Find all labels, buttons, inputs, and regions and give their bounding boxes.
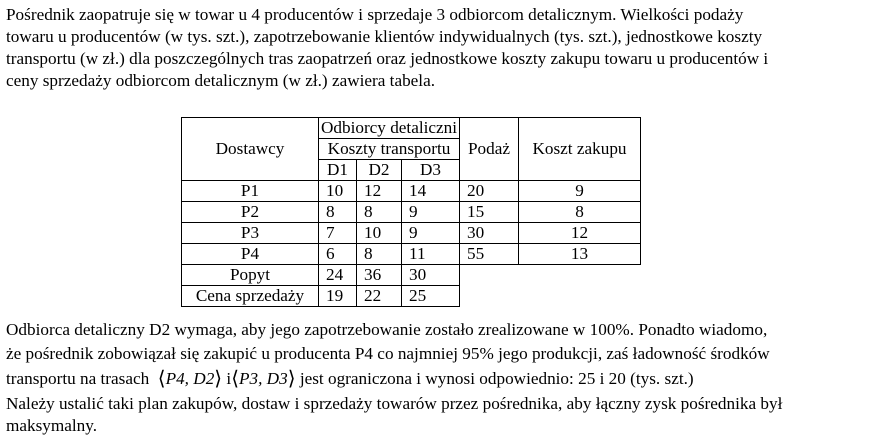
cost-cell: 9 (402, 223, 460, 244)
cost-cell: 10 (357, 223, 402, 244)
supply-cell: 55 (460, 244, 519, 265)
purchase-cell: 12 (519, 223, 641, 244)
intro-paragraph (6, 4, 866, 92)
header-d2: D2 (357, 160, 402, 181)
popyt-row (182, 265, 641, 286)
objective-line: maksymalny. (6, 416, 98, 435)
purchase-cell: 9 (519, 181, 641, 202)
supply-cell: 15 (460, 202, 519, 223)
table-row (182, 244, 641, 265)
data-table (181, 117, 641, 307)
cost-cell: 8 (357, 244, 402, 265)
left-angle-icon: ⟨ (231, 368, 239, 390)
cost-cell: 10 (319, 181, 357, 202)
cost-cell: 9 (402, 202, 460, 223)
cena-label: Cena sprzedaży (182, 286, 319, 307)
cost-cell: 11 (402, 244, 460, 265)
intro-line: towaru u producentów (w tys. szt.), zapotrzebowanie klientów indywidualnych (tys. szt.), jednostkowe koszty (6, 27, 763, 46)
route-p4-d2: P4, D2 (165, 369, 215, 388)
demand-cell: 24 (319, 265, 357, 286)
table-row (182, 223, 641, 244)
price-cell: 22 (357, 286, 402, 307)
route-p3-d3: P3, D3 (239, 369, 288, 388)
header-koszty: Koszty transportu (319, 139, 460, 160)
right-angle-icon: ⟩ (287, 368, 296, 390)
constraints-paragraph (6, 318, 866, 391)
objective-line: Należy ustalić taki plan zakupów, dostaw i sprzedaży towarów przez pośrednika, aby łączny zysk pośrednika był (6, 394, 783, 413)
header-odbiorcy: Odbiorcy detaliczni (319, 118, 460, 139)
supply-cell: 30 (460, 223, 519, 244)
constraints-line: że pośrednik zobowiązał się zakupić u producenta P4 co najmniej 95% jego produkcji, zaś ładowność środków (6, 344, 770, 363)
left-angle-icon: ⟨ (157, 368, 166, 390)
cost-cell: 14 (402, 181, 460, 202)
demand-cell: 30 (402, 265, 460, 286)
header-koszt-zakupu: Koszt zakupu (519, 118, 641, 181)
table-row (182, 181, 641, 202)
constraints-text: jest ograniczona i wynosi odpowiednio: 25 i 20 (tys. szt.) (299, 369, 694, 388)
cost-cell: 8 (357, 202, 402, 223)
constraints-line (6, 366, 866, 391)
supply-cell: 20 (460, 181, 519, 202)
header-dostawcy: Dostawcy (182, 118, 319, 181)
table-row (182, 202, 641, 223)
cost-cell: 8 (319, 202, 357, 223)
header-d3: D3 (402, 160, 460, 181)
cost-cell: 6 (319, 244, 357, 265)
header-d1: D1 (319, 160, 357, 181)
supplier-name: P4 (182, 244, 319, 265)
purchase-cell: 13 (519, 244, 641, 265)
intro-line: ceny sprzedaży odbiorcom detalicznym (w zł.) zawiera tabela. (6, 71, 435, 90)
price-cell: 25 (402, 286, 460, 307)
conjunction: i (226, 369, 232, 388)
price-cell: 19 (319, 286, 357, 307)
intro-line: Pośrednik zaopatruje się w towar u 4 producentów i sprzedaje 3 odbiorcom detalicznym. Wielkości podaży (6, 5, 744, 24)
constraints-line: Odbiorca detaliczny D2 wymaga, aby jego zapotrzebowanie zostało zrealizowane w 100%. Ponadto wiadomo, (6, 320, 768, 339)
demand-cell: 36 (357, 265, 402, 286)
supplier-name: P2 (182, 202, 319, 223)
cost-cell: 7 (319, 223, 357, 244)
popyt-label: Popyt (182, 265, 319, 286)
intro-line: transportu (w zł.) dla poszczególnych tras zaopatrzeń oraz jednostkowe koszty zakupu towaru u producentów i (6, 49, 769, 68)
objective-paragraph (6, 393, 866, 437)
constraints-text: transportu na trasach (6, 369, 150, 388)
header-podaz: Podaż (460, 118, 519, 181)
right-angle-icon: ⟩ (214, 368, 223, 390)
supplier-name: P1 (182, 181, 319, 202)
purchase-cell: 8 (519, 202, 641, 223)
cost-cell: 12 (357, 181, 402, 202)
supplier-name: P3 (182, 223, 319, 244)
